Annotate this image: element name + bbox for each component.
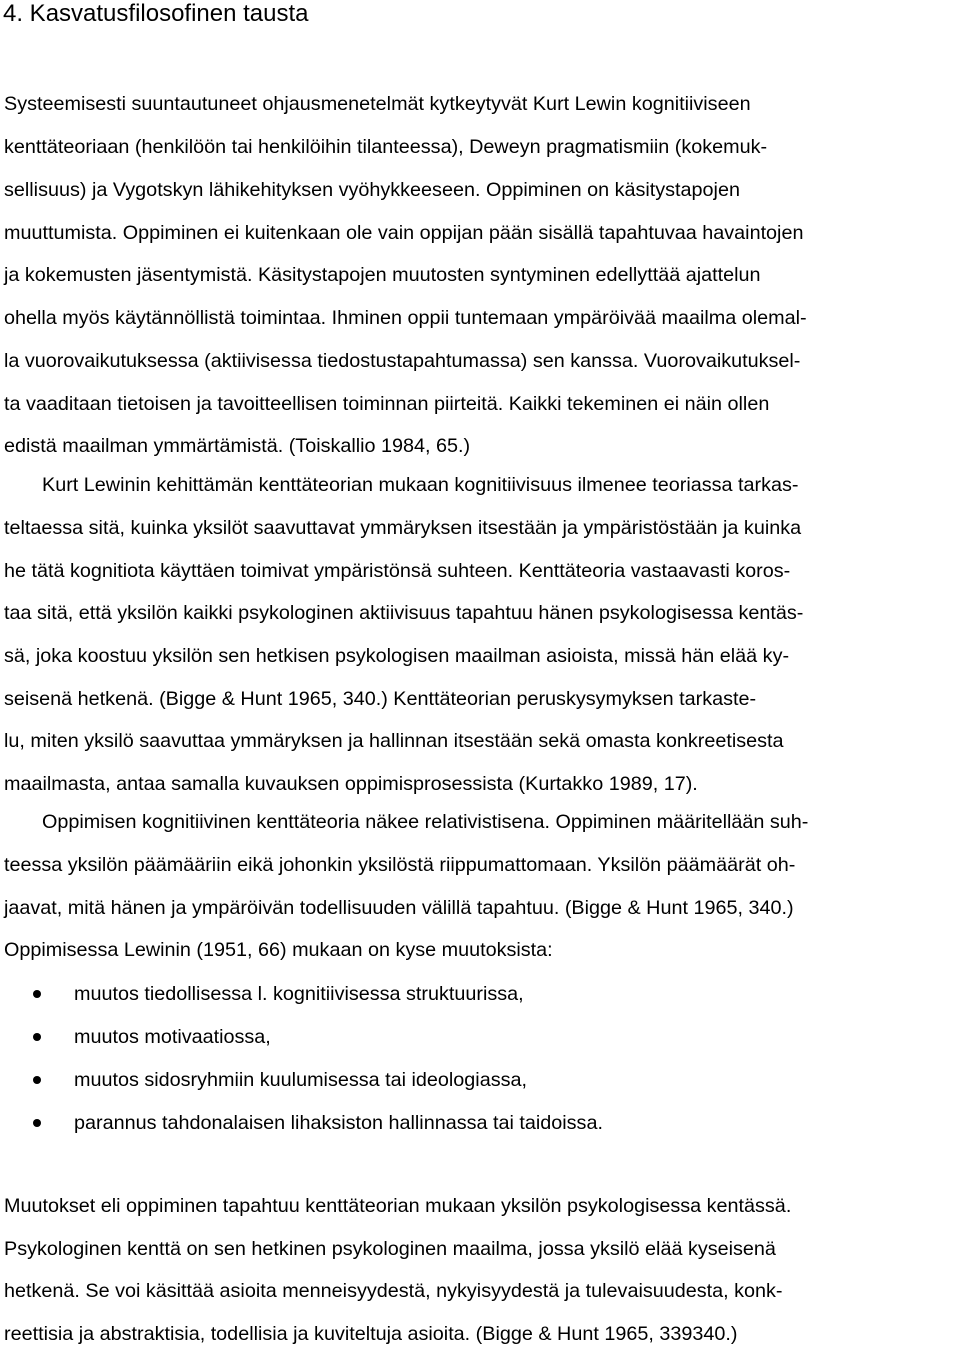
paragraph-line: sellisuus) ja Vygotskyn lähikehityksen vyöhykkeeseen. Oppiminen on käsitystapojen (4, 179, 740, 201)
paragraph-line: kenttäteoriaan (henkilöön tai henkilöihin tilanteessa), Deweyn pragmatismiin (kokemuk- (4, 136, 768, 158)
paragraph-line: edistä maailman ymmärtämistä. (Toiskallio 1984, 65.) (4, 435, 471, 457)
paragraph-line: ja kokemusten jäsentymistä. Käsitystapojen muutosten syntyminen edellyttää ajattelun (4, 264, 761, 286)
paragraph-line: jaavat, mitä hänen ja ympäröivän todellisuuden välillä tapahtuu. (Bigge & Hunt 1965, 340.) (4, 897, 794, 919)
paragraph-line: Systeemisesti suuntautuneet ohjausmenetelmät kytkeytyvät Kurt Lewin kognitiiviseen (4, 93, 751, 115)
paragraph-line: lu, miten yksilö saavuttaa ymmäryksen ja hallinnan itsestään sekä omasta konkreetisesta (4, 730, 784, 752)
paragraph-line: Kurt Lewinin kehittämän kenttäteorian mukaan kognitiivisuus ilmenee teoriassa tarkas- (42, 474, 799, 496)
paragraph-line: Muutokset eli oppiminen tapahtuu kenttäteorian mukaan yksilön psykologisessa kentässä. (4, 1195, 792, 1217)
list-item-text: parannus tahdonalaisen lihaksiston hallinnassa tai taidoissa. (74, 1112, 603, 1134)
paragraph-line: Psykologinen kenttä on sen hetkinen psykologinen maailma, jossa yksilö elää kyseisenä (4, 1238, 776, 1260)
paragraph-line: he tätä kognitiota käyttäen toimivat ympäristönsä suhteen. Kenttäteoria vastaavasti koros- (4, 560, 791, 582)
bullet-icon (33, 1076, 41, 1084)
list-item-text: muutos sidosryhmiin kuulumisessa tai ideologiassa, (74, 1069, 527, 1091)
paragraph-line: ta vaaditaan tietoisen ja tavoitteellisen toiminnan piirteitä. Kaikki tekeminen ei näin ollen (4, 393, 770, 415)
list-item-text: muutos tiedollisessa l. kognitiivisessa struktuurissa, (74, 983, 524, 1005)
paragraph-line: ohella myös käytännöllistä toimintaa. Ihminen oppii tuntemaan ympäröivää maailma olemal- (4, 307, 807, 329)
paragraph-line: sä, joka koostuu yksilön sen hetkisen psykologisen maailman asioista, missä hän elää ky- (4, 645, 790, 667)
bullet-icon (33, 1119, 41, 1127)
paragraph-line: muuttumista. Oppiminen ei kuitenkaan ole vain oppijan pään sisällä tapahtuvaa havaintojen (4, 222, 804, 244)
paragraph-line: Oppimisessa Lewinin (1951, 66) mukaan on kyse muutoksista: (4, 939, 553, 961)
paragraph-line: taa sitä, että yksilön kaikki psykologinen aktiivisuus tapahtuu hänen psykologisessa kentäs- (4, 602, 804, 624)
paragraph-line: teltaessa sitä, kuinka yksilöt saavuttavat ymmäryksen itsestään ja ympäristöstään ja kuinka (4, 517, 802, 539)
bullet-icon (33, 990, 41, 998)
paragraph-line: teessa yksilön päämääriin eikä johonkin yksilöstä riippumattomaan. Yksilön päämäärät oh- (4, 854, 796, 876)
paragraph-line: reettisia ja abstraktisia, todellisia ja kuviteltuja asioita. (Bigge & Hunt 1965, 339340.) (4, 1323, 738, 1345)
paragraph-line: Oppimisen kognitiivinen kenttäteoria näkee relativistisena. Oppiminen määritellään suh- (42, 811, 809, 833)
paragraph-line: maailmasta, antaa samalla kuvauksen oppimisprosessista (Kurtakko 1989, 17). (4, 773, 698, 795)
section-heading: 4. Kasvatusfilosofinen tausta (3, 0, 309, 27)
list-item-text: muutos motivaatiossa, (74, 1026, 271, 1048)
paragraph-line: hetkenä. Se voi käsittää asioita menneisyydestä, nykyisyydestä ja tulevaisuudesta, konk- (4, 1280, 783, 1302)
bullet-icon (33, 1033, 41, 1041)
paragraph-line: seisenä hetkenä. (Bigge & Hunt 1965, 340.) Kenttäteorian peruskysymyksen tarkaste- (4, 688, 757, 710)
paragraph-line: la vuorovaikutuksessa (aktiivisessa tiedostustapahtumassa) sen kanssa. Vuorovaikutuksel- (4, 350, 801, 372)
